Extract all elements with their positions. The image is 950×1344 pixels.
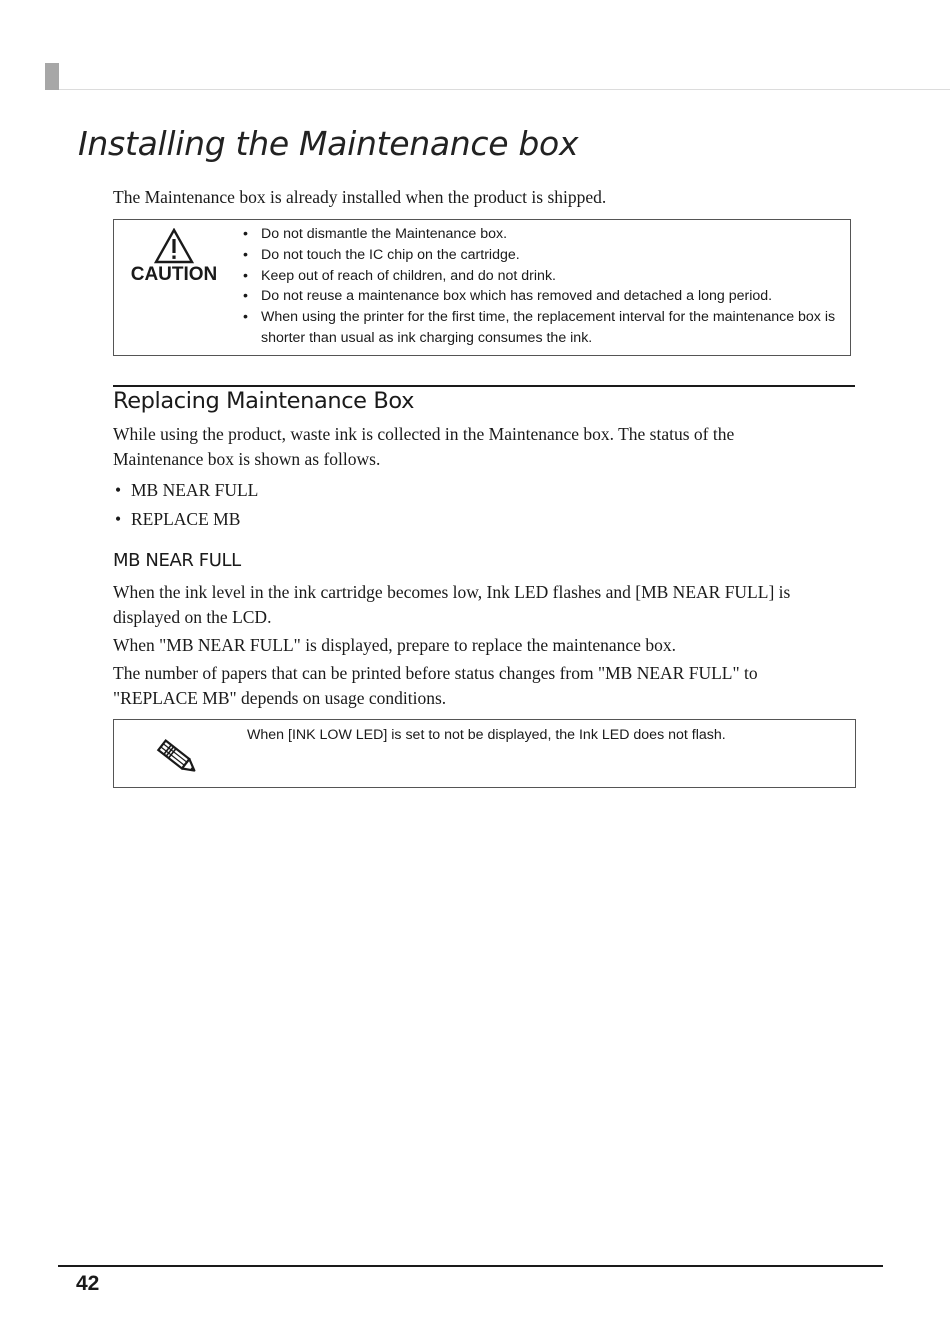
section-rule <box>113 385 855 387</box>
subsection-paragraph: When "MB NEAR FULL" is displayed, prepare to replace the maintenance box. <box>113 635 676 655</box>
footer-rule <box>58 1265 883 1267</box>
caution-label: CAUTION <box>130 264 218 285</box>
status-item: • MB NEAR FULL <box>113 476 258 505</box>
subsection-paragraph: The number of papers that can be printed before status changes from "MB NEAR FULL" to "REPLACE MB" depends on usage conditions. <box>113 663 758 708</box>
pencil-icon <box>152 734 202 780</box>
page-title: Installing the Maintenance box <box>78 124 579 163</box>
caution-box <box>113 219 851 356</box>
caution-item: • Do not reuse a maintenance box which has removed and detached a long period. <box>242 286 844 307</box>
caution-item: • Do not dismantle the Maintenance box. <box>242 224 844 245</box>
caution-symbol <box>128 228 220 286</box>
status-item: • REPLACE MB <box>113 505 258 534</box>
subsection-heading: MB NEAR FULL <box>113 550 241 571</box>
header-rule <box>59 89 950 90</box>
subsection-paragraph: When the ink level in the ink cartridge becomes low, Ink LED flashes and [MB NEAR FULL] is displayed on the LCD. <box>113 582 791 627</box>
warning-triangle-icon <box>154 228 194 264</box>
caution-item: • Keep out of reach of children, and do not drink. <box>242 266 844 287</box>
caution-item: • When using the printer for the first time, the replacement interval for the maintenance box is shorter than usual as ink charging consumes the ink. <box>242 307 844 349</box>
caution-list <box>242 224 844 349</box>
header-tab-marker <box>45 63 59 90</box>
section-heading: Replacing Maintenance Box <box>113 388 414 414</box>
caution-item: • Do not touch the IC chip on the cartridge. <box>242 245 844 266</box>
intro-paragraph: The Maintenance box is already installed when the product is shipped. <box>113 187 607 207</box>
page-number: 42 <box>76 1272 100 1295</box>
note-box <box>113 719 856 788</box>
note-text: When [INK LOW LED] is set to not be displayed, the Ink LED does not flash. <box>247 727 726 743</box>
status-list <box>113 476 258 534</box>
section-paragraph: While using the product, waste ink is collected in the Maintenance box. The status of the Maintenance box is shown as follows. <box>113 424 735 469</box>
